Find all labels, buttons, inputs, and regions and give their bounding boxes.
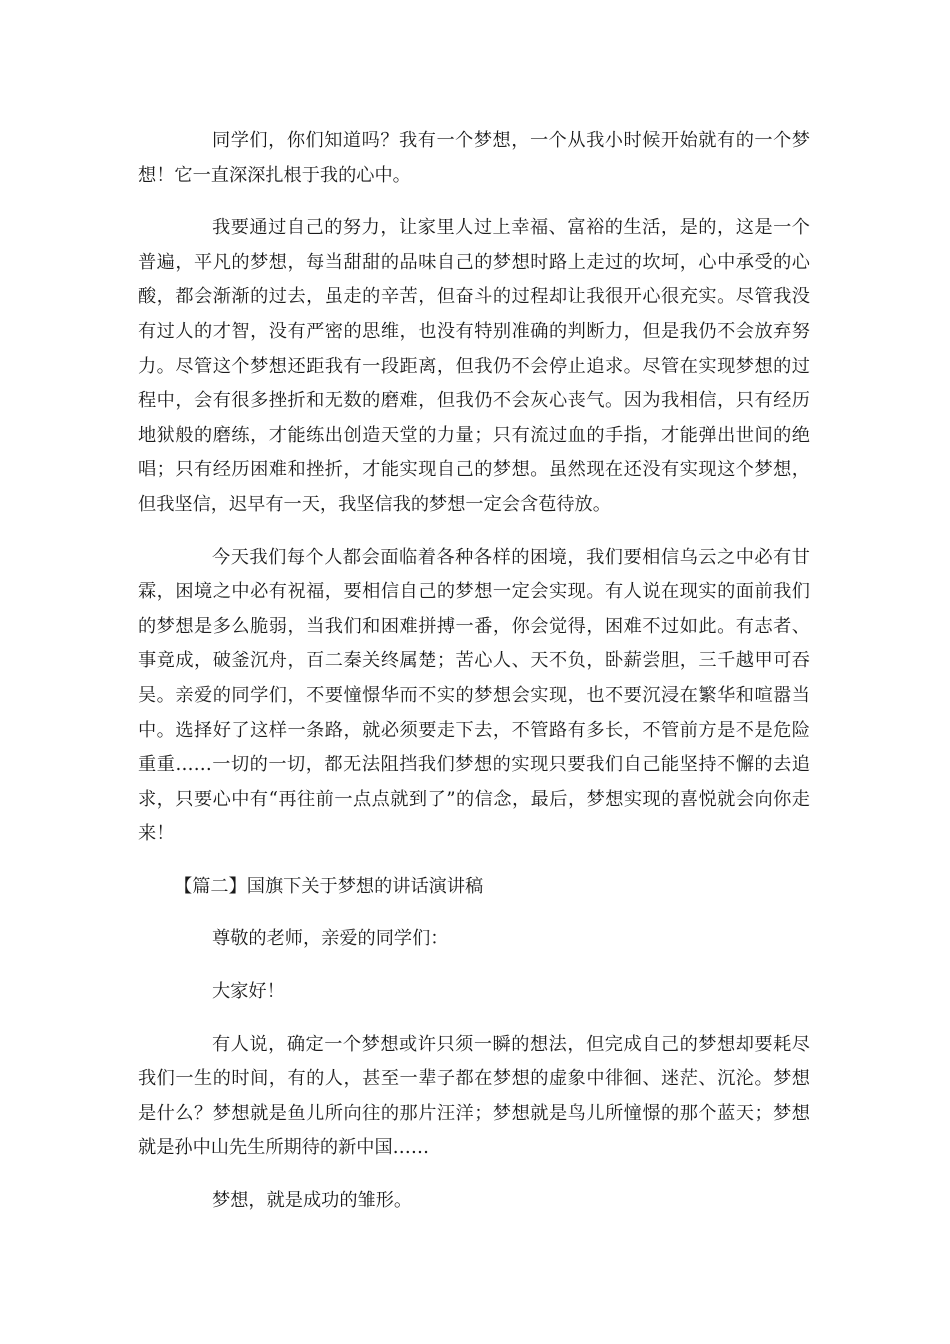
hello-line: 大家好！ (212, 981, 285, 1003)
paragraph-2: 我要通过自己的努力，让家里人过上幸福、富裕的生活，是的，这是一个普遍，平凡的梦想，每当甜甜的品味自己的梦想时路上走过的坎坷，心中承受的心酸，都会渐渐的过去，虽走的辛苦，但奋斗的过程却让我很开心很充实。尽管我没有过人的才智，没有严密的思维，也没有特别准确的判断力，但是我仍不会放弃努力。尽管这个梦想还距我有一段距离，但我仍不会停止追求。尽管在实现梦想的过程中，会有很多挫折和无数的磨难，但我仍不会灰心丧气。因为我相信，只有经历地狱般的磨练，才能练出创造天堂的力量；只有流过血的手指，才能弹出世间的绝唱；只有经历困难和挫折，才能实现自己的梦想。虽然现在还没有实现这个梦想，但我坚信，迟早有一天，我坚信我的梦想一定会含苞待放。 (138, 217, 810, 515)
document-page (138, 124, 810, 1237)
paragraph-5: 梦想，就是成功的雏形。 (212, 1190, 413, 1212)
paragraph-1: 同学们，你们知道吗？我有一个梦想，一个从我小时候开始就有的一个梦想！它一直深深扎根于我的心中。 (138, 130, 810, 186)
greeting: 尊敬的老师，亲爱的同学们： (212, 928, 449, 950)
paragraph-3: 今天我们每个人都会面临着各种各样的困境，我们要相信乌云之中必有甘霖，困境之中必有祝福，要相信自己的梦想一定会实现。有人说在现实的面前我们的梦想是多么脆弱，当我们和困难拼搏一番，你会觉得，困难不过如此。有志者、事竟成，破釜沉舟，百二秦关终属楚；苦心人、天不负，卧薪尝胆，三千越甲可吞吴。亲爱的同学们，不要憧憬华而不实的梦想会实现，也不要沉浸在繁华和喧嚣当中。选择好了这样一条路，就必须要走下去，不管路有多长，不管前方是不是危险重重……一切的一切，都无法阻挡我们梦想的实现只要我们自己能坚持不懈的去追求，只要心中有“再往前一点点就到了”的信念，最后，梦想实现的喜悦就会向你走来！ (138, 546, 810, 845)
section-heading: 【篇二】国旗下关于梦想的讲话演讲稿 (174, 875, 484, 897)
paragraph-4: 有人说，确定一个梦想或许只须一瞬的想法，但完成自己的梦想却要耗尽我们一生的时间，有的人，甚至一辈子都在梦想的虚象中徘徊、迷茫、沉沦。梦想是什么？梦想就是鱼儿所向往的那片汪洋；梦想就是鸟儿所憧憬的那个蓝天；梦想就是孙中山先生所期待的新中国…… (138, 1033, 810, 1159)
